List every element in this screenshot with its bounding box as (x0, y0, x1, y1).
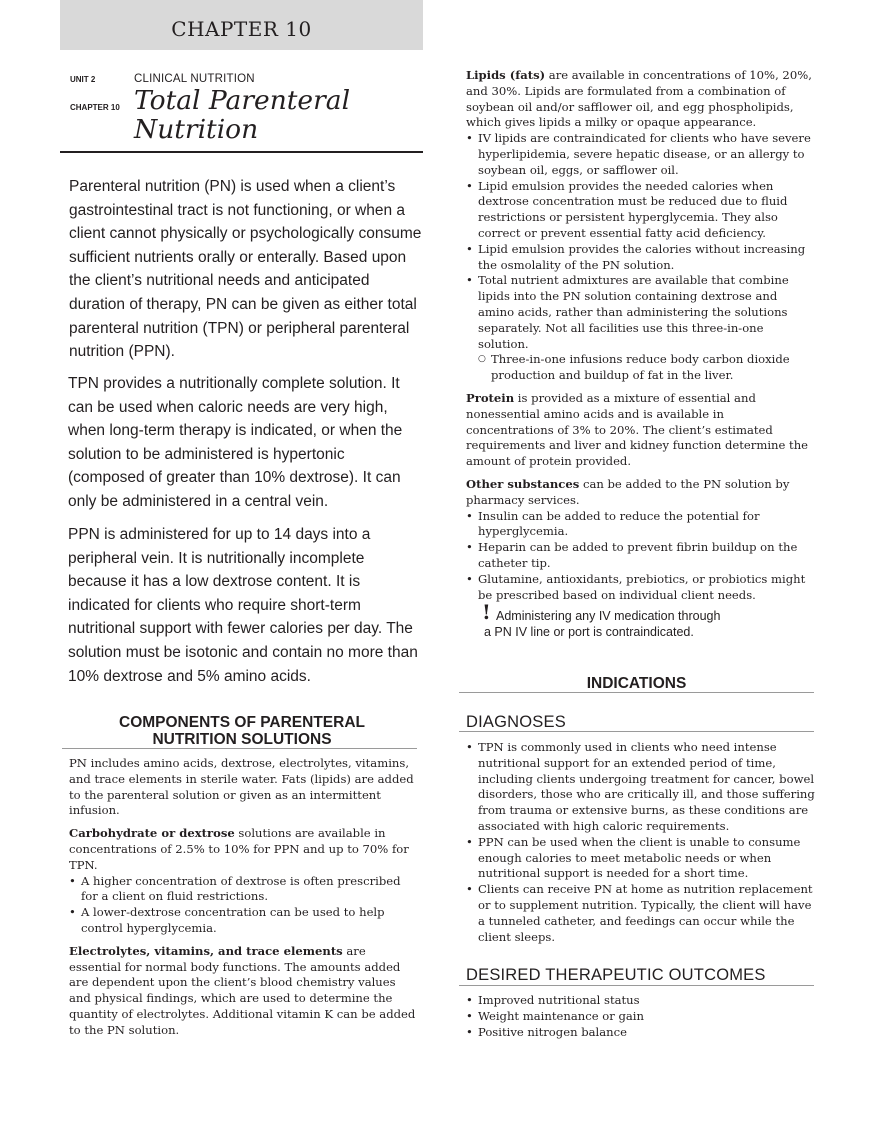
protein-label: Protein (466, 390, 515, 405)
components-heading-line2: NUTRITION SOLUTIONS (152, 731, 332, 748)
page-title-line1: Total Parenteral (134, 85, 351, 116)
outcomes-divider (459, 985, 814, 986)
list-item: • IV lipids are contraindicated for clients who have severe hyperlipidemia, severe hepatic disease, or an allergy to soybean oil, eggs, or safflower oil. (466, 131, 814, 178)
list-item: • Clients can receive PN at home as nutrition replacement or to supplement nutrition. Typically, the client will have a tunneled catheter, and feedings can occur while the client sleeps. (466, 882, 816, 945)
protein-paragraph (466, 391, 814, 470)
carb-text: solutions are available in concentrations of 2.5% to 10% for PPN and up to 70% for TPN. (69, 826, 409, 872)
components-divider (62, 748, 417, 749)
list-item: • Weight maintenance or gain (466, 1009, 816, 1025)
list-item: • A higher concentration of dextrose is often prescribed for a client on fluid restrictions. (69, 874, 419, 906)
list-item: • PPN can be used when the client is unable to consume enough calories to meet metabolic needs or when nutritional support is needed for a short time. (466, 835, 816, 882)
components-body (69, 756, 419, 1046)
right-column-body (466, 68, 814, 603)
alert-line-1: Administering any IV medication through (496, 609, 721, 623)
diagnoses-body (466, 740, 816, 945)
lipids-paragraph (466, 68, 814, 131)
intro-paragraph-1: Parenteral nutrition (PN) is used when a client’s gastrointestinal tract is not functioning, or when a client cannot physically or psychologically consume sufficient nutrients orally or enterally. Based upon the client’s nutritional needs and anticipated duration of therapy, PN can be given as either total parenteral nutrition (TPN) or peripheral parenteral nutrition (PPN). (69, 178, 422, 361)
list-item: • TPN is commonly used in clients who need intense nutritional support for an extended period of time, including clients undergoing treatment for cancer, bowel disorders, those who are critically ill, and those suffering from trauma or extensive burns, as these conditions are associated with high caloric requirements. (466, 740, 816, 835)
title-divider (60, 151, 423, 153)
unit-title: CLINICAL NUTRITION (134, 73, 255, 85)
alert-note (482, 600, 782, 640)
carb-list (69, 874, 419, 937)
list-item: • Lipid emulsion provides the needed calories when dextrose concentration must be reduced due to fluid restrictions or persistent hyperglycemia. They also correct or prevent essential fatty acid deficiency. (466, 179, 814, 242)
chapter-banner: CHAPTER 10 (60, 0, 423, 50)
components-heading-line1: COMPONENTS OF PARENTERAL (119, 714, 365, 731)
sub-list-item: ○ Three-in-one infusions reduce body carbon dioxide production and buildup of fat in the liver. (466, 352, 814, 384)
indications-heading: INDICATIONS (586, 675, 687, 692)
diagnoses-heading: DIAGNOSES (466, 713, 566, 731)
other-paragraph (466, 477, 814, 509)
electrolytes-label: Electrolytes, vitamins, and trace elements (69, 943, 343, 958)
other-text: can be added to the PN solution by pharmacy services. (466, 476, 790, 507)
lipids-list (466, 131, 814, 384)
list-item: • Lipid emulsion provides the calories without increasing the osmolality of the PN solution. (466, 242, 814, 274)
alert-exclamation-icon: ! (482, 600, 491, 624)
list-item (466, 273, 814, 384)
other-list (466, 509, 814, 604)
lipids-sublist (466, 352, 814, 384)
intro-paragraph-2: TPN provides a nutritionally complete solution. It can be used when caloric needs are very high, when long-term therapy is indicated, or when the solution to be administered is hypertonic (composed of greater than 10% dextrose). It can only be administered in a central vein. (68, 375, 403, 510)
lipids-label: Lipids (fats) (466, 68, 546, 82)
list-item: • A lower-dextrose concentration can be used to help control hyperglycemia. (69, 905, 419, 937)
outcomes-body (466, 993, 816, 1040)
outcomes-heading: DESIRED THERAPEUTIC OUTCOMES (466, 966, 766, 984)
page-title-line2: Nutrition (134, 114, 259, 145)
protein-text: is provided as a mixture of essential and nonessential amino acids and is available in concentrations of 3% to 20%. The client’s estimated requirements and liver and kidney function determine the amount of protein provided. (466, 390, 809, 469)
components-heading (62, 714, 422, 748)
lipids-text: are available in concentrations of 10%, 20%, and 30%. Lipids are formulated from a combination of soybean oil and/or safflower oil, and egg phospholipids, which gives lipids a milky or opaque appearance. (466, 68, 812, 130)
list-item-text: Total nutrient admixtures are available that combine lipids into the PN solution containing dextrose and amino acids, rather than administering the solutions separately. Not all facilities use this three-in-one solution. (478, 273, 789, 351)
alert-line-2: a PN IV line or port is contraindicated. (484, 625, 694, 639)
outcomes-list (466, 993, 816, 1040)
page-title (134, 86, 434, 144)
carb-paragraph (69, 826, 419, 873)
list-item: • Improved nutritional status (466, 993, 816, 1009)
unit-label: UNIT 2 (70, 75, 96, 84)
electrolytes-paragraph (69, 944, 419, 1039)
intro-paragraph-3: PPN is administered for up to 14 days into a peripheral vein. It is nutritionally incomplete because it has a low dextrose content. It is indicated for clients who require short-term nutritional support with fewer calories per day. The solution must be isotonic and contain no more than 10% dextrose and 5% amino acids. (68, 526, 418, 685)
diagnoses-divider (459, 731, 814, 732)
list-item: • Glutamine, antioxidants, prebiotics, or probiotics might be prescribed based on individual client needs. (466, 572, 814, 604)
components-intro: PN includes amino acids, dextrose, electrolytes, vitamins, and trace elements in sterile water. Fats (lipids) are added to the parenteral solution or given as an intermittent infusion. (69, 756, 414, 818)
chapter-label: CHAPTER 10 (70, 103, 120, 112)
list-item: • Insulin can be added to reduce the potential for hyperglycemia. (466, 509, 814, 541)
indications-divider (459, 692, 814, 693)
other-label: Other substances (466, 476, 580, 491)
diagnoses-list (466, 740, 816, 945)
electrolytes-text: are essential for normal body functions. The amounts added are dependent upon the client’s blood chemistry values and physical findings, which are used to determine the quantity of electrolytes. Additional vitamin K can be added to the PN solution. (69, 943, 416, 1037)
list-item: • Positive nitrogen balance (466, 1025, 816, 1041)
carb-label: Carbohydrate or dextrose (69, 826, 235, 841)
list-item: • Heparin can be added to prevent fibrin buildup on the catheter tip. (466, 540, 814, 572)
